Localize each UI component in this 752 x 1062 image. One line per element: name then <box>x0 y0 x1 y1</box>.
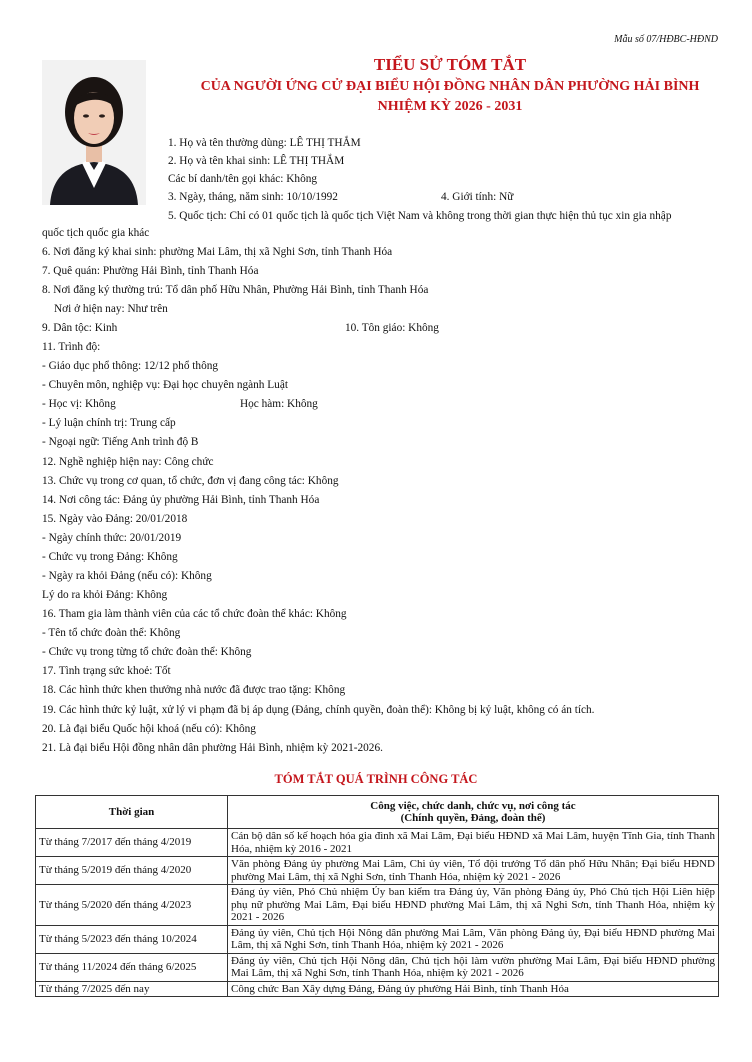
field-birth-name: 2. Họ và tên khai sinh: LÊ THỊ THẮM <box>168 155 345 167</box>
field-birth-registration: 6. Nơi đăng ký khai sinh: phường Mai Lâm, thị xã Nghi Sơn, tỉnh Thanh Hóa <box>42 246 393 258</box>
row-description: Công chức Ban Xây dựng Đảng, Đảng ủy phường Hải Bình, tỉnh Thanh Hóa <box>228 981 719 997</box>
field-political-theory: - Lý luận chính trị: Trung cấp <box>42 417 176 429</box>
table-row <box>36 981 719 997</box>
field-residence: 8. Nơi đăng ký thường trú: Tổ dân phố Hữu Nhân, Phường Hải Bình, tỉnh Thanh Hóa <box>42 284 429 296</box>
row-description: Văn phòng Đảng ủy phường Mai Lâm, Chi ủy viên, Tổ đội trưởng Tổ dân phố Hữu Nhân; Đại biểu HĐND phường Mai Lâm, thị xã Nghi Sơn, tỉnh Thanh Hóa, nhiệm kỳ 2021 - 2026 <box>228 857 719 885</box>
row-period: Từ tháng 5/2020 đến tháng 4/2023 <box>36 885 228 926</box>
field-national-assembly: 20. Là đại biểu Quốc hội khoá (nếu có): Không <box>42 723 256 735</box>
field-occupation: 12. Nghề nghiệp hiện nay: Công chức <box>42 456 214 468</box>
field-party-official-date: - Ngày chính thức: 20/01/2019 <box>42 532 182 544</box>
field-common-name: 1. Họ và tên thường dùng: LÊ THỊ THẮM <box>168 137 361 149</box>
row-period: Từ tháng 5/2023 đến tháng 10/2024 <box>36 925 228 953</box>
field-party-position: - Chức vụ trong Đảng: Không <box>42 551 178 563</box>
field-position: 13. Chức vụ trong cơ quan, tổ chức, đơn vị đang công tác: Không <box>42 475 339 487</box>
table-row <box>36 885 719 926</box>
document-subtitle: CỦA NGƯỜI ỨNG CỬ ĐẠI BIỂU HỘI ĐỒNG NHÂN DÂN PHƯỜNG HẢI BÌNH <box>200 79 700 94</box>
field-gender: 4. Giới tính: Nữ <box>441 191 514 203</box>
document-title: TIỂU SỬ TÓM TẮT <box>373 55 527 74</box>
row-period: Từ tháng 11/2024 đến tháng 6/2025 <box>36 953 228 981</box>
field-awards: 18. Các hình thức khen thưởng nhà nước đã được trao tặng: Không <box>42 684 346 696</box>
field-degree: - Học vị: Không <box>42 398 116 410</box>
field-discipline: 19. Các hình thức kỷ luật, xử lý vi phạm đã bị áp dụng (Đảng, chính quyền, đoàn thể): Không bị kỷ luật, không có án tích. <box>42 704 595 716</box>
row-description: Đảng ủy viên, Phó Chủ nhiệm Ủy ban kiểm tra Đảng ủy, Văn phòng Đảng ủy, Phó Chủ tịch Hội Liên hiệp phụ nữ phường Mai Lâm, Đại biểu HĐND phường Mai Lâm, thị xã Nghi Sơn, tỉnh Thanh Hóa, nhiệm kỳ 2021 - 2026 <box>228 885 719 926</box>
career-col-work-label: Công việc, chức danh, chức vụ, nơi công tác <box>370 799 576 812</box>
field-party-leave-date: - Ngày ra khỏi Đảng (nếu có): Không <box>42 570 212 582</box>
field-party-join-date: 15. Ngày vào Đảng: 20/01/2018 <box>42 513 188 525</box>
field-academic-title: Học hàm: Không <box>240 398 318 410</box>
row-description: Đảng ủy viên, Chủ tịch Hội Nông dân phường Mai Lâm, Văn phòng Đảng ủy, Đại biểu HĐND phường Mai Lâm, thị xã Nghi Sơn, tỉnh Thanh Hóa, nhiệm kỳ 2021 - 2026 <box>228 925 719 953</box>
field-ethnicity: 9. Dân tộc: Kinh <box>42 322 118 334</box>
row-period: Từ tháng 7/2025 đến nay <box>36 981 228 997</box>
form-number: Mẫu số 07/HĐBC-HĐND <box>614 34 718 45</box>
row-description: Cán bộ dân số kế hoạch hóa gia đình xã Mai Lâm, Đại biểu HĐND xã Mai Lâm, huyện Tĩnh Gia, tỉnh Thanh Hóa, nhiệm kỳ 2016 - 2021 <box>228 829 719 857</box>
field-party-leave-reason: Lý do ra khỏi Đảng: Không <box>42 589 168 601</box>
field-specialization: - Chuyên môn, nghiệp vụ: Đại học chuyên ngành Luật <box>42 379 288 391</box>
candidate-photo <box>42 60 146 205</box>
field-religion: 10. Tôn giáo: Không <box>345 322 439 334</box>
field-nationality-cont: quốc tịch quốc gia khác <box>42 227 150 239</box>
row-description: Đảng ủy viên, Chủ tịch Hội Nông dân, Chủ tịch hội làm vườn phường Mai Lâm, Đại biểu HĐND phường Mai Lâm, thị xã Nghi Sơn, tỉnh Thanh Hóa, nhiệm kỳ 2021 - 2026 <box>228 953 719 981</box>
field-council-member: 21. Là đại biểu Hội đồng nhân dân phường Hải Bình, nhiệm kỳ 2021-2026. <box>42 742 383 754</box>
field-general-education: - Giáo dục phổ thông: 12/12 phổ thông <box>42 360 219 372</box>
career-col-work-sub: (Chính quyền, Đảng, đoàn thể) <box>400 812 546 824</box>
career-col-work <box>228 796 719 829</box>
field-current-address: Nơi ở hiện nay: Như trên <box>54 303 168 315</box>
row-period: Từ tháng 7/2017 đến tháng 4/2019 <box>36 829 228 857</box>
career-col-time: Thời gian <box>36 796 228 829</box>
career-table-header <box>36 796 719 829</box>
term-title: NHIỆM KỲ 2026 - 2031 <box>377 99 523 114</box>
field-health: 17. Tình trạng sức khoẻ: Tốt <box>42 665 171 677</box>
table-row <box>36 953 719 981</box>
career-section-title: TÓM TẮT QUÁ TRÌNH CÔNG TÁC <box>274 772 478 786</box>
table-row <box>36 925 719 953</box>
table-row <box>36 829 719 857</box>
field-workplace: 14. Nơi công tác: Đảng ủy phường Hải Bình, tỉnh Thanh Hóa <box>42 494 320 506</box>
field-organization-position: - Chức vụ trong từng tổ chức đoàn thể: Không <box>42 646 252 658</box>
field-organization-name: - Tên tổ chức đoàn thể: Không <box>42 627 181 639</box>
field-education-heading: 11. Trình độ: <box>42 341 101 353</box>
table-row <box>36 857 719 885</box>
field-alias: Các bí danh/tên gọi khác: Không <box>168 173 318 185</box>
field-hometown: 7. Quê quán: Phường Hải Bình, tỉnh Thanh Hóa <box>42 265 259 277</box>
career-table <box>35 795 719 997</box>
field-birth-date: 3. Ngày, tháng, năm sinh: 10/10/1992 <box>168 191 338 203</box>
row-period: Từ tháng 5/2019 đến tháng 4/2020 <box>36 857 228 885</box>
field-organizations: 16. Tham gia làm thành viên của các tổ chức đoàn thể khác: Không <box>42 608 347 620</box>
field-foreign-language: - Ngoại ngữ: Tiếng Anh trình độ B <box>42 436 199 448</box>
field-nationality: 5. Quốc tịch: Chỉ có 01 quốc tịch là quốc tịch Việt Nam và không trong thời gian thực hiện thủ tục xin gia nhập <box>168 210 672 222</box>
